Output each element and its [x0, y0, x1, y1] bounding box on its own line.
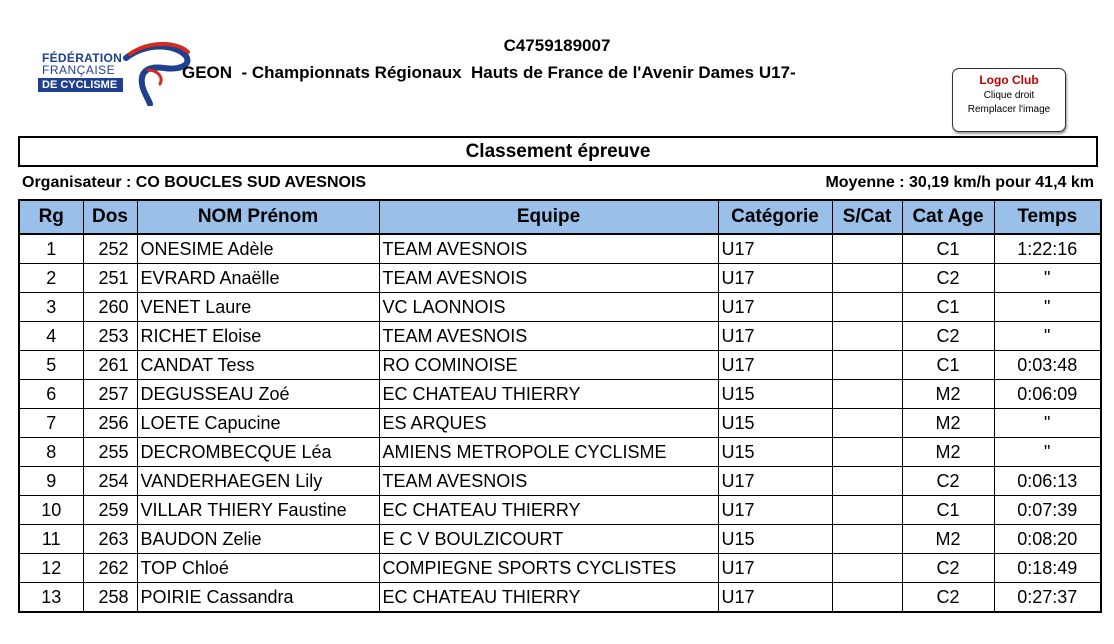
cell-category: U17: [718, 496, 832, 525]
cell-age-category: C1: [902, 234, 994, 264]
cell-age-category: C2: [902, 467, 994, 496]
cell-subcategory: [832, 234, 902, 264]
cell-subcategory: [832, 351, 902, 380]
cell-category: U15: [718, 380, 832, 409]
cell-bib: 258: [83, 583, 137, 613]
table-row: [19, 409, 1101, 438]
cell-age-category: M2: [902, 525, 994, 554]
average-speed: Moyenne : 30,19 km/h pour 41,4 km: [825, 174, 1094, 191]
table-row: [19, 525, 1101, 554]
col-header-rank: Rg: [19, 200, 83, 234]
table-row: [19, 380, 1101, 409]
cell-time: ": [994, 293, 1101, 322]
event-title: GEON - Championnats Régionaux Hauts de France de l'Avenir Dames U17-: [182, 63, 796, 82]
cell-team: TEAM AVESNOIS: [379, 467, 718, 496]
cell-category: U17: [718, 583, 832, 613]
cell-bib: 252: [83, 234, 137, 264]
cell-age-category: C1: [902, 351, 994, 380]
cell-subcategory: [832, 467, 902, 496]
cell-bib: 261: [83, 351, 137, 380]
cell-subcategory: [832, 583, 902, 613]
col-header-subcategory: S/Cat: [832, 200, 902, 234]
cell-age-category: C2: [902, 554, 994, 583]
cell-team: ES ARQUES: [379, 409, 718, 438]
cell-rank: 13: [19, 583, 83, 613]
cell-rank: 8: [19, 438, 83, 467]
cell-rank: 7: [19, 409, 83, 438]
table-row: [19, 496, 1101, 525]
logo-text-line3: DE CYCLISME: [38, 78, 123, 92]
cell-age-category: C2: [902, 322, 994, 351]
cell-age-category: C2: [902, 583, 994, 613]
cell-time: ": [994, 264, 1101, 293]
cell-age-category: C1: [902, 496, 994, 525]
cell-subcategory: [832, 409, 902, 438]
cell-age-category: M2: [902, 438, 994, 467]
section-title: Classement épreuve: [18, 136, 1098, 167]
cell-team: TEAM AVESNOIS: [379, 322, 718, 351]
cell-time: 0:18:49: [994, 554, 1101, 583]
cell-time: 0:08:20: [994, 525, 1101, 554]
cell-name: TOP Chloé: [137, 554, 379, 583]
cell-time: 0:27:37: [994, 583, 1101, 613]
table-row: [19, 234, 1101, 264]
cell-team: RO COMINOISE: [379, 351, 718, 380]
cell-category: U17: [718, 234, 832, 264]
table-row: [19, 293, 1101, 322]
col-header-time: Temps: [994, 200, 1101, 234]
cell-bib: 257: [83, 380, 137, 409]
cell-time: 0:03:48: [994, 351, 1101, 380]
cell-team: TEAM AVESNOIS: [379, 234, 718, 264]
cell-name: POIRIE Cassandra: [137, 583, 379, 613]
table-row: [19, 467, 1101, 496]
club-logo-title: Logo Club: [979, 73, 1039, 87]
cell-age-category: M2: [902, 380, 994, 409]
cell-age-category: C2: [902, 264, 994, 293]
cell-name: LOETE Capucine: [137, 409, 379, 438]
cell-bib: 256: [83, 409, 137, 438]
cell-name: VENET Laure: [137, 293, 379, 322]
col-header-name: NOM Prénom: [137, 200, 379, 234]
cell-bib: 262: [83, 554, 137, 583]
cell-category: U15: [718, 525, 832, 554]
col-header-bib: Dos: [83, 200, 137, 234]
col-header-age-category: Cat Age: [902, 200, 994, 234]
results-body: [19, 234, 1101, 612]
cell-category: U17: [718, 293, 832, 322]
logo-text-line1: FÉDÉRATION: [42, 51, 123, 65]
cell-team: E C V BOULZICOURT: [379, 525, 718, 554]
cell-bib: 260: [83, 293, 137, 322]
cell-team: EC CHATEAU THIERRY: [379, 583, 718, 613]
organiser: Organisateur : CO BOUCLES SUD AVESNOIS: [22, 174, 367, 191]
table-row: [19, 264, 1101, 293]
club-logo-hint-1: Clique droit: [983, 90, 1035, 101]
table-row: [19, 554, 1101, 583]
cell-subcategory: [832, 322, 902, 351]
cell-subcategory: [832, 554, 902, 583]
cell-category: U17: [718, 322, 832, 351]
race-code: C4759189007: [503, 36, 611, 55]
cell-subcategory: [832, 496, 902, 525]
cell-name: DEGUSSEAU Zoé: [137, 380, 379, 409]
cell-subcategory: [832, 293, 902, 322]
cell-rank: 6: [19, 380, 83, 409]
cell-category: U17: [718, 467, 832, 496]
table-row: [19, 583, 1101, 613]
cell-time: 0:07:39: [994, 496, 1101, 525]
club-logo-hint-2: Remplacer l'image: [967, 104, 1051, 115]
cell-subcategory: [832, 380, 902, 409]
cell-time: ": [994, 322, 1101, 351]
table-row: [19, 322, 1101, 351]
cell-name: RICHET Eloise: [137, 322, 379, 351]
cell-name: DECROMBECQUE Léa: [137, 438, 379, 467]
cell-rank: 1: [19, 234, 83, 264]
table-header-row: [19, 200, 1101, 234]
cell-subcategory: [832, 525, 902, 554]
cell-name: BAUDON Zelie: [137, 525, 379, 554]
col-header-team: Equipe: [379, 200, 718, 234]
cell-name: ONESIME Adèle: [137, 234, 379, 264]
cell-bib: 259: [83, 496, 137, 525]
cell-rank: 3: [19, 293, 83, 322]
results-table: [18, 199, 1102, 613]
cell-rank: 9: [19, 467, 83, 496]
cell-team: TEAM AVESNOIS: [379, 264, 718, 293]
cell-bib: 251: [83, 264, 137, 293]
cell-rank: 2: [19, 264, 83, 293]
cell-category: U15: [718, 438, 832, 467]
cell-name: CANDAT Tess: [137, 351, 379, 380]
cell-category: U15: [718, 409, 832, 438]
table-row: [19, 438, 1101, 467]
cell-subcategory: [832, 264, 902, 293]
cell-age-category: M2: [902, 409, 994, 438]
cell-time: ": [994, 438, 1101, 467]
cell-rank: 10: [19, 496, 83, 525]
cell-rank: 4: [19, 322, 83, 351]
club-logo-placeholder[interactable]: [952, 68, 1066, 132]
cell-time: 0:06:13: [994, 467, 1101, 496]
cell-rank: 11: [19, 525, 83, 554]
cell-name: EVRARD Anaëlle: [137, 264, 379, 293]
cell-bib: 263: [83, 525, 137, 554]
cell-team: AMIENS METROPOLE CYCLISME: [379, 438, 718, 467]
cell-bib: 255: [83, 438, 137, 467]
cell-name: VANDERHAEGEN Lily: [137, 467, 379, 496]
cell-bib: 253: [83, 322, 137, 351]
col-header-category: Catégorie: [718, 200, 832, 234]
cell-subcategory: [832, 438, 902, 467]
cell-time: ": [994, 409, 1101, 438]
cell-category: U17: [718, 351, 832, 380]
cell-team: VC LAONNOIS: [379, 293, 718, 322]
table-row: [19, 351, 1101, 380]
cell-time: 0:06:09: [994, 380, 1101, 409]
cell-team: EC CHATEAU THIERRY: [379, 496, 718, 525]
cell-category: U17: [718, 264, 832, 293]
cell-team: COMPIEGNE SPORTS CYCLISTES: [379, 554, 718, 583]
cell-category: U17: [718, 554, 832, 583]
logo-text-line2: FRANÇAISE: [42, 63, 116, 77]
cell-age-category: C1: [902, 293, 994, 322]
cell-time: 1:22:16: [994, 234, 1101, 264]
cell-team: EC CHATEAU THIERRY: [379, 380, 718, 409]
cell-rank: 12: [19, 554, 83, 583]
cell-name: VILLAR THIERY Faustine: [137, 496, 379, 525]
cell-bib: 254: [83, 467, 137, 496]
cell-rank: 5: [19, 351, 83, 380]
